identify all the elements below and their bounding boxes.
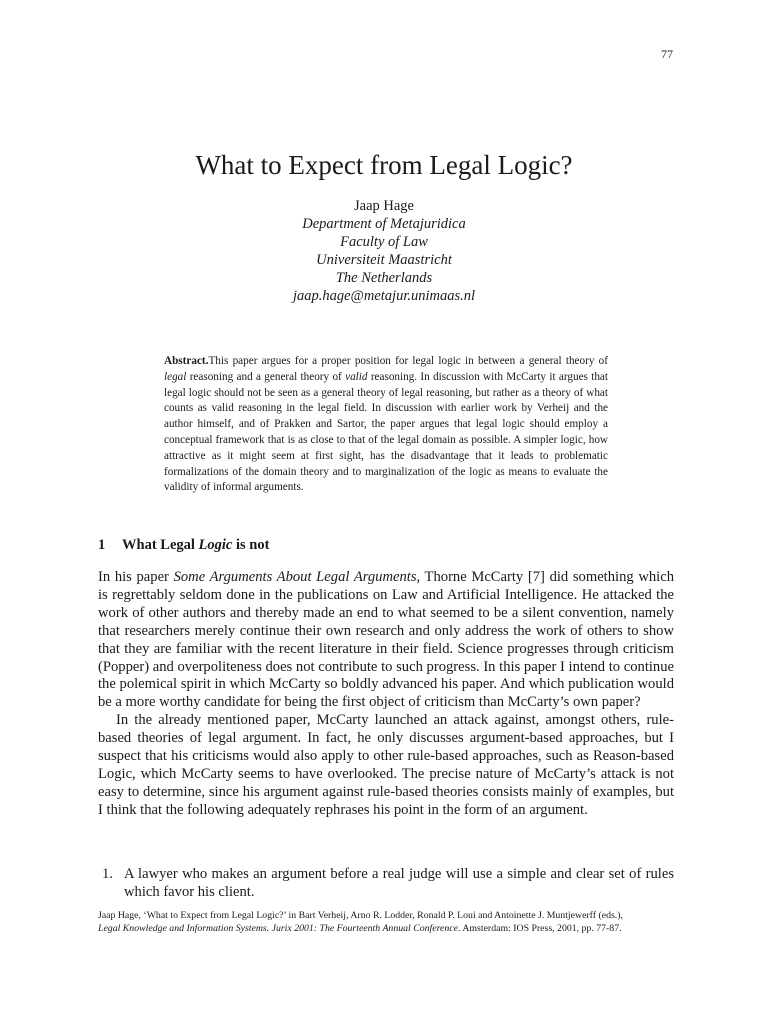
paper-title: What to Expect from Legal Logic?	[195, 150, 573, 180]
footnote-line-1: Jaap Hage, ‘What to Expect from Legal Logic?’ in Bart Verheij, Arno R. Lodder, Ronald P. Loui and Antoinette J. Muntjewerff (eds.),	[98, 910, 623, 921]
list-item-marker: 1.	[102, 866, 113, 882]
author-email: jaap.hage@metajur.unimaas.nl	[292, 288, 476, 304]
footnote-venue: Legal Knowledge and Information Systems. Jurix 2001: The Fourteenth Annual Conference	[98, 922, 458, 934]
paragraph-1	[98, 569, 674, 712]
list-item-text: A lawyer who makes an argument before a real judge will use a simple and clear set of rules which favor his client.	[124, 866, 674, 900]
paragraph-1-em: Some Arguments About Legal Arguments	[173, 569, 417, 585]
section-title-post: is not	[232, 537, 270, 553]
author-country: The Netherlands	[335, 270, 433, 286]
author-university: Universiteit Maastricht	[316, 252, 452, 268]
section-title-em: Logic	[198, 537, 233, 553]
author-faculty: Faculty of Law	[340, 234, 428, 250]
footnote-line-2	[98, 923, 674, 936]
section-heading-1	[98, 537, 269, 554]
author-block	[0, 197, 768, 305]
numbered-list	[98, 866, 674, 902]
footnote	[98, 910, 674, 935]
abstract-text-2: reasoning and a general theory of	[186, 370, 346, 383]
author-name: Jaap Hage	[354, 198, 414, 214]
section-number: 1	[98, 537, 106, 553]
paragraph-2: In the already mentioned paper, McCarty launched an attack against, amongst others, rule-based theories of legal argument. In fact, he only discusses argument-based approaches, but I suspect that his criticisms would also apply to other rule-based approaches, such as Reason-based Logic, which McCarty seems to have overlooked. The precise nature of McCarty’s attack is not easy to determine, since his argument against rule-based theories consists mainly of examples, but I think that the following adequately rephrases his point in the form of an argument.	[98, 712, 674, 818]
abstract-em-legal: legal	[164, 370, 187, 383]
list-item	[98, 866, 674, 902]
page-number: 77	[661, 47, 673, 61]
abstract-text-3: reasoning. In discussion with McCarty it argues that legal logic should not be seen as a general theory of legal reasoning, but rather as a theory of what counts as valid reasoning in the legal field. In discussion with earlier work by Verheij and the author himself, and of Prakken and Sartor, the paper argues that legal logic should employ a conceptual framework that is as close to that of the legal domain as possible. A simpler logic, how attractive as it might seem at first sight, has the disadvantage that it leads to problematic formalizations of the domain theory and to marginalization of the logic as means to evaluate the validity of informal arguments.	[164, 370, 608, 494]
paragraph-1-pre: In his paper	[98, 569, 174, 585]
section-title-pre: What Legal	[122, 537, 199, 553]
abstract	[164, 354, 608, 496]
abstract-text-1: This paper argues for a proper position for legal logic in between a general theory of	[208, 355, 608, 367]
abstract-label: Abstract.	[164, 355, 209, 367]
footnote-publisher: . Amsterdam: IOS Press, 2001, pp. 77-87.	[458, 922, 622, 934]
body-text	[98, 569, 674, 820]
author-department: Department of Metajuridica	[302, 216, 466, 232]
paragraph-1-post: , Thorne McCarty [7] did something which is regrettably seldom done in the publications on Law and Artificial Intelligence. He attacked the work of other authors and thereby made an end to what seemed to be a silent convention, namely that researchers merely continue their own research and only address the work of others to show that they are familiar with the recent literature in their field. Science progresses through criticism (Popper) and overpoliteness does not contribute to such progress. In this paper I intend to continue the polemical spirit in which McCarty so boldly advanced his paper. And which publication would be a more worthy candidate for being the first object of criticism than McCarty’s own paper?	[98, 569, 674, 711]
abstract-em-valid: valid	[345, 370, 368, 383]
